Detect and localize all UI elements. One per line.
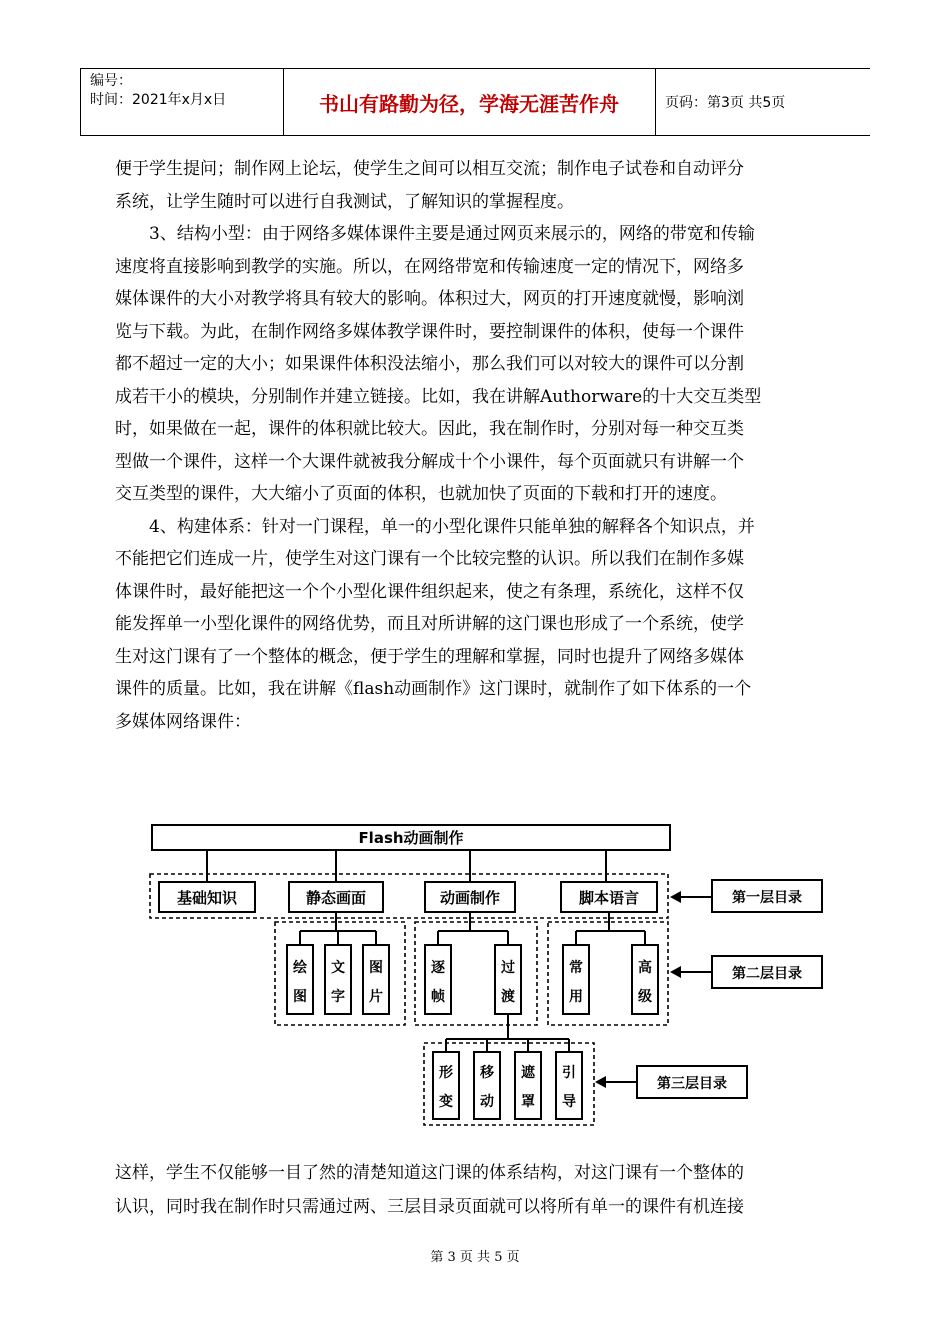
vertical-char: 常 bbox=[569, 960, 583, 976]
vertical-char: 变 bbox=[439, 1094, 453, 1110]
vertical-char: 形 bbox=[439, 1065, 453, 1081]
vertical-char: 导 bbox=[562, 1094, 576, 1110]
diagram-root-label: Flash动画制作 bbox=[358, 829, 464, 847]
body-line: 4、构建体系：针对一门课程，单一的小型化课件只能单独的解释各个知识点，并 bbox=[149, 516, 755, 537]
level1-label: 动画制作 bbox=[439, 889, 501, 907]
body-line: 能发挥单一小型化课件的网络优势，而且对所讲解的这门课也形成了一个系统，使学 bbox=[115, 614, 744, 634]
vertical-char: 逐 bbox=[431, 960, 445, 976]
closing-paragraph bbox=[115, 1156, 840, 1224]
body-line: 3、结构小型：由于网络多媒体课件主要是通过网页来展示的，网络的带宽和传输 bbox=[149, 224, 755, 244]
body-line: 不能把它们连成一片，使学生对这门课有一个比较完整的认识。所以我们在制作多媒 bbox=[115, 549, 744, 569]
vertical-char: 绘 bbox=[293, 960, 307, 976]
body-line: 便于学生提问；制作网上论坛，使学生之间可以相互交流；制作电子试卷和自动评分 bbox=[115, 159, 744, 179]
header-time: 时间：2021年x月x日 bbox=[90, 92, 227, 108]
vertical-char: 用 bbox=[569, 989, 583, 1005]
arrow-head bbox=[670, 966, 681, 978]
vertical-char: 罩 bbox=[521, 1094, 535, 1110]
vertical-char: 级 bbox=[638, 989, 652, 1005]
vertical-char: 片 bbox=[369, 989, 383, 1005]
body-line: 课件的质量。比如，我在讲解《flash动画制作》这门课时，就制作了如下体系的一个 bbox=[115, 679, 752, 699]
body-line: 这样，学生不仅能够一目了然的清楚知道这门课的体系结构，对这门课有一个整体的 bbox=[115, 1163, 744, 1183]
vertical-char: 图 bbox=[369, 960, 383, 976]
vertical-char: 图 bbox=[293, 989, 307, 1005]
body-line: 交互类型的课件，大大缩小了页面的体积，也就加快了页面的下载和打开的速度。 bbox=[115, 484, 727, 504]
level3-caption: 第三层目录 bbox=[657, 1076, 727, 1092]
body-line: 都不超过一定的大小；如果课件体积没法缩小，那么我们可以对较大的课件可以分割 bbox=[115, 354, 744, 374]
vertical-char: 渡 bbox=[501, 989, 515, 1005]
vertical-char: 引 bbox=[562, 1065, 576, 1081]
body-line: 览与下载。为此，在制作网络多媒体教学课件时，要控制课件的体积，使每一个课件 bbox=[115, 321, 744, 342]
level1-label: 脚本语言 bbox=[578, 889, 640, 907]
vertical-char: 帧 bbox=[431, 989, 445, 1005]
level1-caption: 第一层目录 bbox=[732, 890, 802, 906]
vertical-char: 过 bbox=[501, 960, 515, 976]
vertical-char: 遮 bbox=[521, 1065, 535, 1081]
body-line: 速度将直接影响到教学的实施。所以，在网络带宽和传输速度一定的情况下，网络多 bbox=[115, 256, 744, 277]
arrow-head bbox=[595, 1076, 606, 1088]
vertical-char: 字 bbox=[331, 989, 345, 1005]
level1-label: 基础知识 bbox=[176, 889, 238, 907]
body-line: 时，如果做在一起，课件的体积就比较大。因此，我在制作时，分别对每一种交互类 bbox=[115, 419, 744, 439]
header-number: 编号： bbox=[90, 73, 132, 89]
page-footer: 第 3 页 共 5 页 bbox=[430, 1250, 520, 1265]
level2-caption: 第二层目录 bbox=[732, 966, 802, 982]
vertical-char: 高 bbox=[638, 960, 652, 976]
vertical-char: 移 bbox=[480, 1065, 494, 1081]
body-line: 型做一个课件，这样一个大课件就被我分解成十个小课件，每个页面就只有讲解一个 bbox=[115, 451, 744, 472]
body-line: 媒体课件的大小对教学将具有较大的影响。体积过大，网页的打开速度就慢，影响浏 bbox=[115, 289, 744, 309]
arrow-head bbox=[670, 891, 681, 903]
body-line: 认识，同时我在制作时只需通过两、三层目录页面就可以将所有单一的课件有机连接 bbox=[115, 1197, 744, 1217]
vertical-char: 文 bbox=[331, 960, 345, 976]
body-line: 体课件时，最好能把这一个个小型化课件组织起来，使之有条理，系统化，这样不仅 bbox=[115, 581, 744, 602]
level1-label: 静态画面 bbox=[305, 889, 367, 907]
header-page-info: 页码：第3页 共5页 bbox=[665, 95, 786, 111]
body-line: 成若干小的模块，分别制作并建立链接。比如，我在讲解Authorware的十大交互类型 bbox=[115, 386, 762, 407]
body-line: 多媒体网络课件： bbox=[115, 711, 251, 732]
body-line: 生对这门课有了一个整体的概念，便于学生的理解和掌握，同时也提升了网络多媒体 bbox=[115, 646, 744, 667]
body-line: 系统，让学生随时可以进行自我测试，了解知识的掌握程度。 bbox=[115, 191, 574, 212]
vertical-char: 动 bbox=[480, 1094, 494, 1110]
header-motto: 书山有路勤为径，学海无涯苦作舟 bbox=[319, 91, 619, 116]
